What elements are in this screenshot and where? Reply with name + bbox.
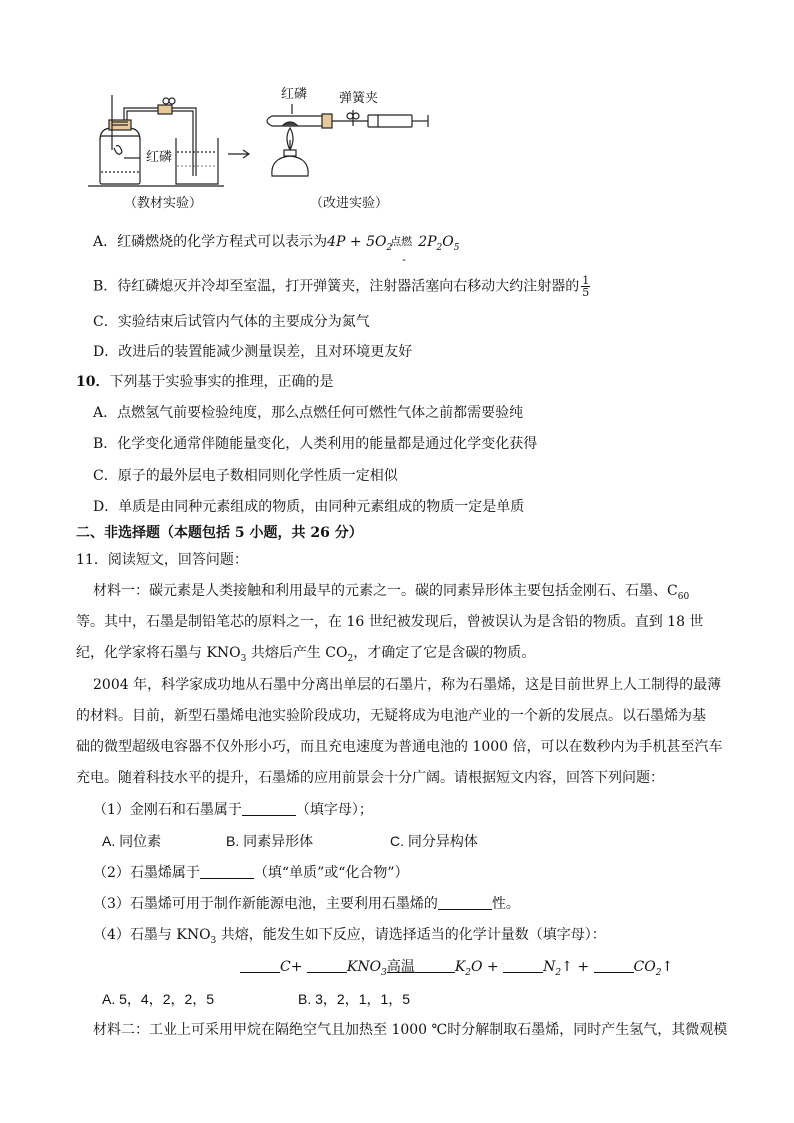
q11-subq1-option-c: C. 同分异构体 [390, 833, 478, 849]
q11-subq1-option-a: A. 同位素 [102, 833, 162, 849]
q11-para2-line2: 的材料。目前，新型石墨烯电池实验阶段成功，无疑将成为电池产业的一个新的发展点。以石墨烯为基 [76, 708, 706, 724]
q11-material1-line2: 等。其中，石墨是制铅笔芯的原料之一，在 16 世纪被发现后，曾被误认为是含铅的物质。直到 18 世 [76, 614, 704, 630]
arrow-icon [228, 150, 249, 158]
q10-option-b: B．化学变化通常伴随能量变化，人类利用的能量都是通过化学变化获得 [93, 436, 538, 452]
coef-blank-n2[interactable] [503, 958, 543, 973]
q11-subq1-option-b: B. 同素异形体 [226, 833, 314, 849]
q10-option-d: D．单质是由同种元素组成的物质，由同种元素组成的物质一定是单质 [93, 499, 525, 515]
q9-option-c: C．实验结束后试管内气体的主要成分为氮气 [93, 314, 370, 330]
fraction-one-fifth: $\frac{1}{5}$ [582, 274, 590, 299]
answer-blank-1[interactable] [242, 801, 296, 816]
q9-option-a: A．红磷燃烧的化学方程式可以表示为$4P + 5O_2$ 点燃 - $2P_2O_5$ [93, 234, 460, 266]
q9-option-d: D．改进后的装置能减少测量误差，且对环境更友好 [93, 344, 413, 360]
q11-subq4-option-b: B. 3，2，1，1，5 [298, 991, 411, 1007]
textbook-apparatus [88, 95, 224, 186]
figure-label-phosphorus-left: 红磷 [146, 150, 173, 165]
coef-blank-c[interactable] [240, 958, 280, 973]
q9-option-b: B．待红磷熄灭并冷却至室温，打开弹簧夹，注射器活塞向右移动大约注射器的 $\frac{1}{5}$ [93, 274, 590, 299]
apparatus-figure [0, 0, 794, 200]
figure-label-phosphorus-right: 红磷 [281, 87, 308, 102]
q11-material2: 材料二：工业上可采用甲烷在隔绝空气且加热至 1000 ℃时分解制取石墨烯，同时产生氢气，其微观模 [93, 1022, 728, 1038]
q11-subq4: （4）石墨与 $KNO_3$ 共熔，能发生如下反应，请选择适当的化学计量数（填字母）： [93, 927, 606, 946]
section-title: 二、非选择题（本题包括 5 小题，共 26 分） [76, 525, 363, 541]
q11-stem: 11．阅读短文，回答问题： [76, 552, 248, 568]
figure-caption-textbook: （教材实验） [124, 196, 203, 211]
q11-material1-line3: 纪，化学家将石墨与 $KNO_3$ 共熔后产生 $CO_2$，才确定了它是含碳的物质。 [76, 645, 536, 664]
q11-para2-line4: 充电。随着科技水平的提升，石墨烯的应用前景会十分广阔。请根据短文内容，回答下列问题： [76, 770, 664, 786]
q11-subq4-option-a: A. 5，4，2，2，5 [102, 991, 215, 1007]
q11-subq2: （2）石墨烯属于 （填“单质”或“化合物”） [93, 865, 409, 881]
q11-equation: $C+ KNO_3$高温 $K_2O$ + $N_2↑$ + $CO_2↑$ [240, 957, 673, 983]
figure-caption-improved: （改进实验） [310, 196, 389, 211]
coef-blank-kno3[interactable] [307, 958, 347, 973]
improved-apparatus [267, 104, 428, 176]
q11-para2-line1: 2004 年，科学家成功地从石墨中分离出单层的石墨片，称为石墨烯，这是目前世界上人工制得的最薄 [93, 677, 722, 693]
coef-blank-co2[interactable] [594, 958, 634, 973]
q10-option-c: C．原子的最外层电子数相同则化学性质一定相似 [93, 468, 398, 484]
q11-para2-line3: 础的微型超级电容器不仅外形小巧，而且充电速度为普通电池的 1000 倍，可以在数秒内为手机甚至汽车 [76, 739, 723, 755]
coef-blank-k2o[interactable] [415, 958, 455, 973]
answer-blank-3[interactable] [438, 895, 492, 910]
q11-subq3: （3）石墨烯可用于制作新能源电池，主要利用石墨烯的 性。 [93, 896, 520, 912]
q10-option-a: A．点燃氢气前要检验纯度，那么点燃任何可燃性气体之前都需要验纯 [93, 405, 524, 421]
q10-stem: 10．下列基于实验事实的推理，正确的是 [76, 374, 334, 390]
figure-label-clip: 弹簧夹 [339, 91, 379, 106]
q11-material1-line1: 材料一：碳元素是人类接触和利用最早的元素之一。碳的同素异形体主要包括金刚石、石墨、$C_{60}$ [93, 583, 690, 602]
answer-blank-2[interactable] [200, 864, 254, 879]
q11-subq1: （1）金刚石和石墨属于 （填字母）； [93, 802, 373, 818]
